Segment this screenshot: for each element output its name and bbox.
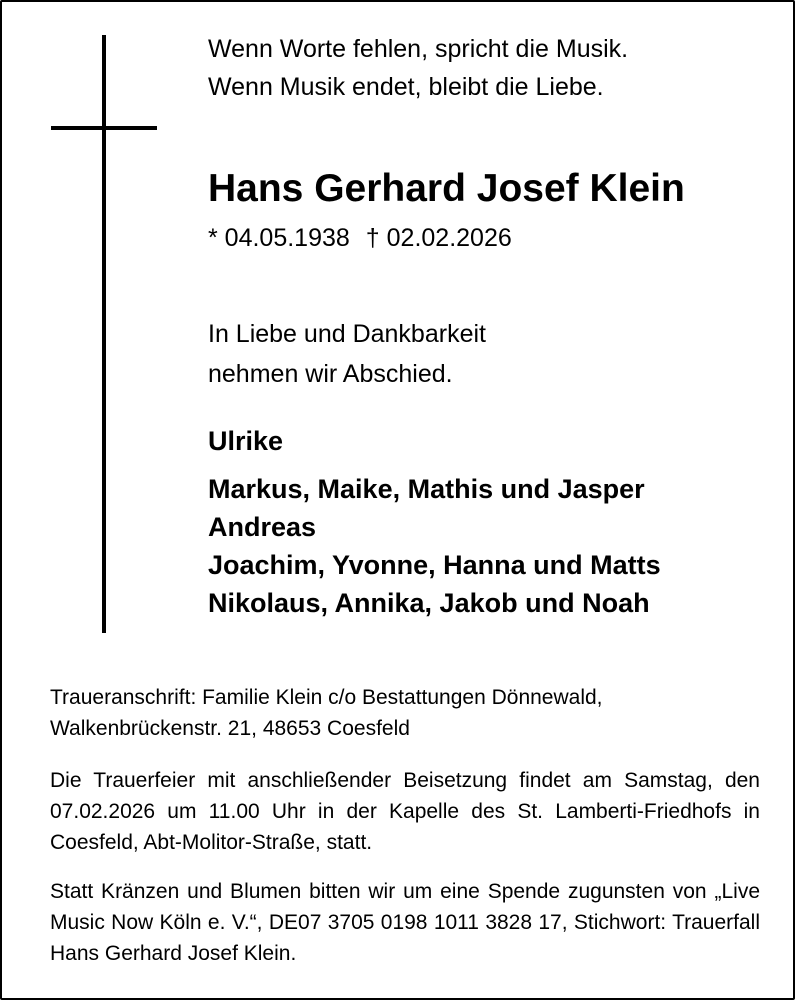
birth-date: * 04.05.1938 — [208, 224, 350, 252]
mourning-address: Traueranschrift: Familie Klein c/o Bestattungen Dönnewald, Walkenbrückenstr. 21, 48653 Coesfeld — [50, 686, 603, 740]
mourner-line: Andreas — [208, 512, 317, 542]
mourner-line: Nikolaus, Annika, Jakob und Noah — [208, 588, 650, 618]
farewell-text — [208, 314, 486, 394]
life-dates — [208, 220, 512, 256]
motto — [208, 30, 628, 106]
mourner-line: Joachim, Yvonne, Hanna und Matts — [208, 550, 661, 580]
mourner-line: Markus, Maike, Mathis und Jasper — [208, 474, 645, 504]
donation-request: Statt Kränzen und Blumen bitten wir um eine Spende zugunsten von „Live Music Now Köln e. V.“, DE07 3705 0198 1011 3828 17, Stichwort: Trauerfall Hans Gerhard Josef Klein. — [50, 880, 760, 965]
motto-line-2: Wenn Musik endet, bleibt die Liebe. — [208, 73, 604, 101]
deceased-name: Hans Gerhard Josef Klein — [208, 167, 685, 210]
farewell-line-2: nehmen wir Abschied. — [208, 360, 453, 388]
funeral-ceremony-info: Die Trauerfeier mit anschließender Beisetzung findet am Samstag, den 07.02.2026 um 11.00 Uhr in der Kapelle des St. Lamberti-Friedhofs in Coesfeld, Abt-Molitor-Straße, statt. — [50, 769, 760, 854]
farewell-line-1: In Liebe und Dankbarkeit — [208, 320, 486, 348]
mourners-list — [208, 422, 661, 622]
mourner-line: Ulrike — [208, 426, 284, 456]
motto-line-1: Wenn Worte fehlen, spricht die Musik. — [208, 35, 629, 63]
cross-vertical-bar — [102, 35, 106, 633]
cross-horizontal-bar — [51, 126, 157, 130]
death-date: † 02.02.2026 — [365, 224, 512, 252]
